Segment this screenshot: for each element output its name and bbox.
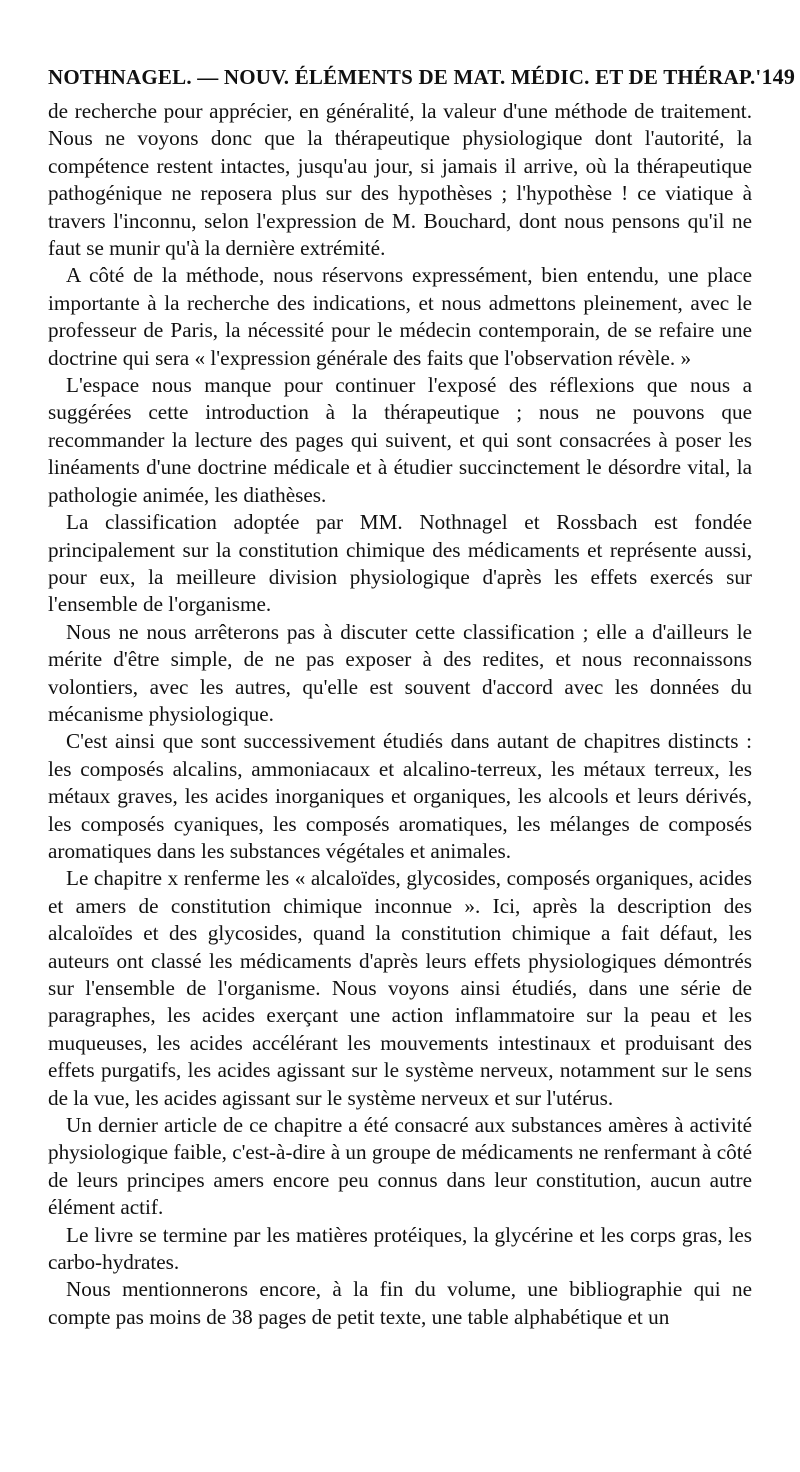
paragraph: Le livre se termine par les matières protéiques, la glycérine et les corps gras, les carbo-hydrates. <box>48 1222 752 1275</box>
paragraph: Un dernier article de ce chapitre a été consacré aux substances amères à activité physiologique faible, c'est-à-dire à un groupe de médicaments ne renfermant à côté de leurs principes amers encore peu connus dans leur constitution, aucun autre élément actif. <box>48 1113 752 1220</box>
page-number: 149 <box>761 64 796 89</box>
running-header <box>48 64 796 90</box>
paragraph: Nous ne nous arrêterons pas à discuter cette classification ; elle a d'ailleurs le mérite d'être simple, de ne pas exposer à des redites, et nous reconnaissons volontiers, avec les autres, qu'elle est souvent d'accord avec les données du mécanisme physiologique. <box>48 619 752 726</box>
paragraph: L'espace nous manque pour continuer l'exposé des réflexions que nous a suggérées cette introduction à la thérapeutique ; nous ne pouvons que recommander la lecture des pages qui suivent, et qui sont consacrées à poser les linéaments d'une doctrine médicale et à étudier succinctement le désordre vital, la pathologie animée, les diathèses. <box>48 373 752 507</box>
paragraph: Nous mentionnerons encore, à la fin du volume, une bibliographie qui ne compte pas moins de 38 pages de petit texte, une table alphabétique et un <box>48 1277 752 1329</box>
paragraph: de recherche pour apprécier, en généralité, la valeur d'une méthode de traitement. Nous ne voyons donc que la thérapeutique physiologique dont l'autorité, la compétence restent intactes, jusqu'au jour, si jamais il arrive, où la thérapeutique pathogénique ne reposera plus sur des hypothèses ; l'hypothèse ! ce viatique à travers l'inconnu, selon l'expression de M. Bouchard, dont nous pensons qu'il ne faut se munir qu'à la dernière extrémité. <box>48 99 752 261</box>
running-title: NOTHNAGEL. — NOUV. ÉLÉMENTS DE MAT. MÉDIC. ET DE THÉRAP.' <box>48 65 762 89</box>
paragraph: Le chapitre x renferme les « alcaloïdes, glycosides, composés organiques, acides et amers de constitution chimique inconnue ». Ici, après la description des alcaloïdes et des glycosides, quand la constitution chimique a fait défaut, les auteurs ont classé les médicaments d'après leurs effets physiologiques démontrés sur l'ensemble de l'organisme. Nous voyons ainsi étudiés, dans une série de paragraphes, les acides exerçant une action inflammatoire sur la peau et les muqueuses, les acides accélérant les mouvements intestinaux et produisant des effets purgatifs, les acides agissant sur le système nerveux, notamment sur le sens de la vue, les acides agissant sur le système nerveux et sur l'utérus. <box>48 866 752 1110</box>
body-text <box>48 98 752 1331</box>
paragraph: C'est ainsi que sont successivement étudiés dans autant de chapitres distincts : les composés alcalins, ammoniacaux et alcalino-terreux, les métaux terreux, les métaux graves, les acides inorganiques et organiques, les alcools et leurs dérivés, les composés cyaniques, les composés aromatiques, les mélanges de composés aromatiques dans les substances végétales et animales. <box>48 729 752 863</box>
paragraph: A côté de la méthode, nous réservons expressément, bien entendu, une place importante à la recherche des indications, et nous admettons pleinement, avec le professeur de Paris, la nécessité pour le médecin contemporain, de se refaire une doctrine qui sera « l'expression générale des faits que l'observation révèle. » <box>48 263 752 370</box>
paragraph: La classification adoptée par MM. Nothnagel et Rossbach est fondée principalement sur la constitution chimique des médicaments et représente aussi, pour eux, la meilleure division physiologique d'après les effets exercés sur l'ensemble de l'organisme. <box>48 510 752 617</box>
